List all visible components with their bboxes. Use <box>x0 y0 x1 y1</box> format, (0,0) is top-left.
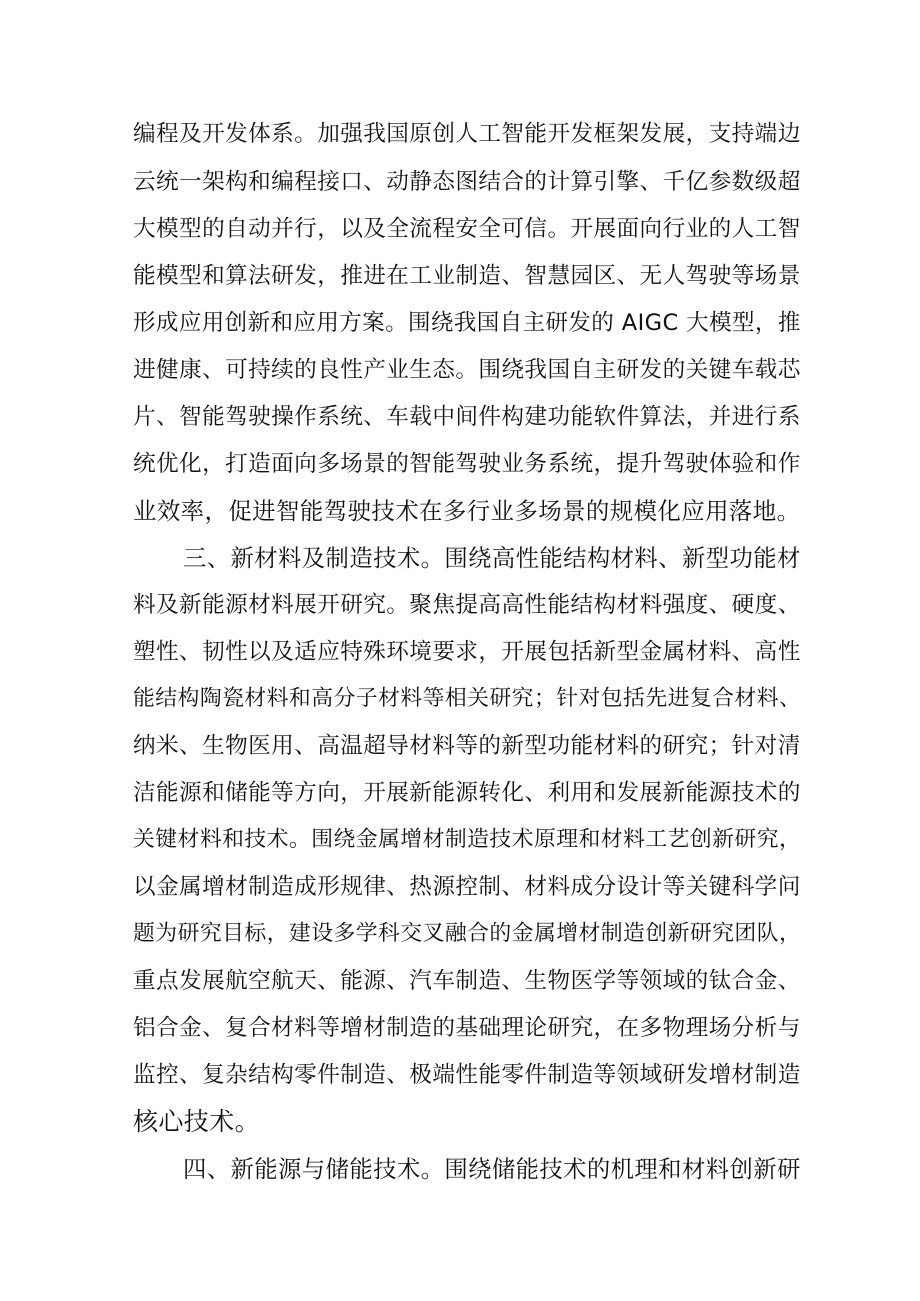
text-line: 题为研究目标，建设多学科交叉融合的金属增材制造创新研究团队， <box>133 921 802 946</box>
paragraph-heading-4: 四、新能源与储能技术。围绕储能技术的机理和材料创新研 <box>183 1155 801 1183</box>
text-line: 铝合金、复合材料等增材制造的基础理论研究，在多物理场分析与 <box>133 1015 801 1041</box>
text-line: 进健康、可持续的良性产业生态。围绕我国自主研发的关键车载芯 <box>133 357 801 383</box>
text-line: 重点发展航空航天、能源、汽车制造、生物医学等领域的钛合金、 <box>133 968 801 994</box>
text-line: 核心技术。 <box>133 1107 261 1136</box>
text-line: 云统一架构和编程接口、动静态图结合的计算引擎、千亿参数级超 <box>133 169 801 195</box>
text-line: 塑性、韧性以及适应特殊环境要求，开展包括新型金属材料、高性 <box>133 639 801 665</box>
text-line: 料及新能源材料展开研究。聚焦提高高性能结构材料强度、硬度、 <box>133 592 801 618</box>
text-line: 统优化，打造面向多场景的智能驾驶业务系统，提升驾驶体验和作 <box>133 451 801 477</box>
text-line: 以金属增材制造成形规律、热源控制、材料成分设计等关键科学问 <box>133 874 801 900</box>
text-line: 纳米、生物医用、高温超导材料等的新型功能材料的研究；针对清 <box>133 733 801 759</box>
text-line: 监控、复杂结构零件制造、极端性能零件制造等领域研发增材制造 <box>133 1062 801 1088</box>
paragraph-heading-3: 三、新材料及制造技术。围绕高性能结构材料、新型功能材 <box>183 544 801 572</box>
text-line: 洁能源和储能等方向，开展新能源转化、利用和发展新能源技术的 <box>133 780 801 806</box>
text-line: 片、智能驾驶操作系统、车载中间件构建功能软件算法，并进行系 <box>133 404 801 430</box>
text-line: 大模型的自动并行，以及全流程安全可信。开展面向行业的人工智 <box>133 216 801 242</box>
text-line: 能结构陶瓷材料和高分子材料等相关研究；针对包括先进复合材料、 <box>133 686 802 711</box>
text-line: 形成应用创新和应用方案。围绕我国自主研发的 AIGC 大模型，推 <box>133 310 801 336</box>
text-line: 能模型和算法研发，推进在工业制造、智慧园区、无人驾驶等场景 <box>133 263 801 289</box>
text-line: 业效率，促进智能驾驶技术在多行业多场景的规模化应用落地。 <box>133 497 801 525</box>
text-line: 关键材料和技术。围绕金属增材制造技术原理和材料工艺创新研究， <box>133 827 802 852</box>
text-line: 编程及开发体系。加强我国原创人工智能开发框架发展，支持端边 <box>133 121 801 147</box>
